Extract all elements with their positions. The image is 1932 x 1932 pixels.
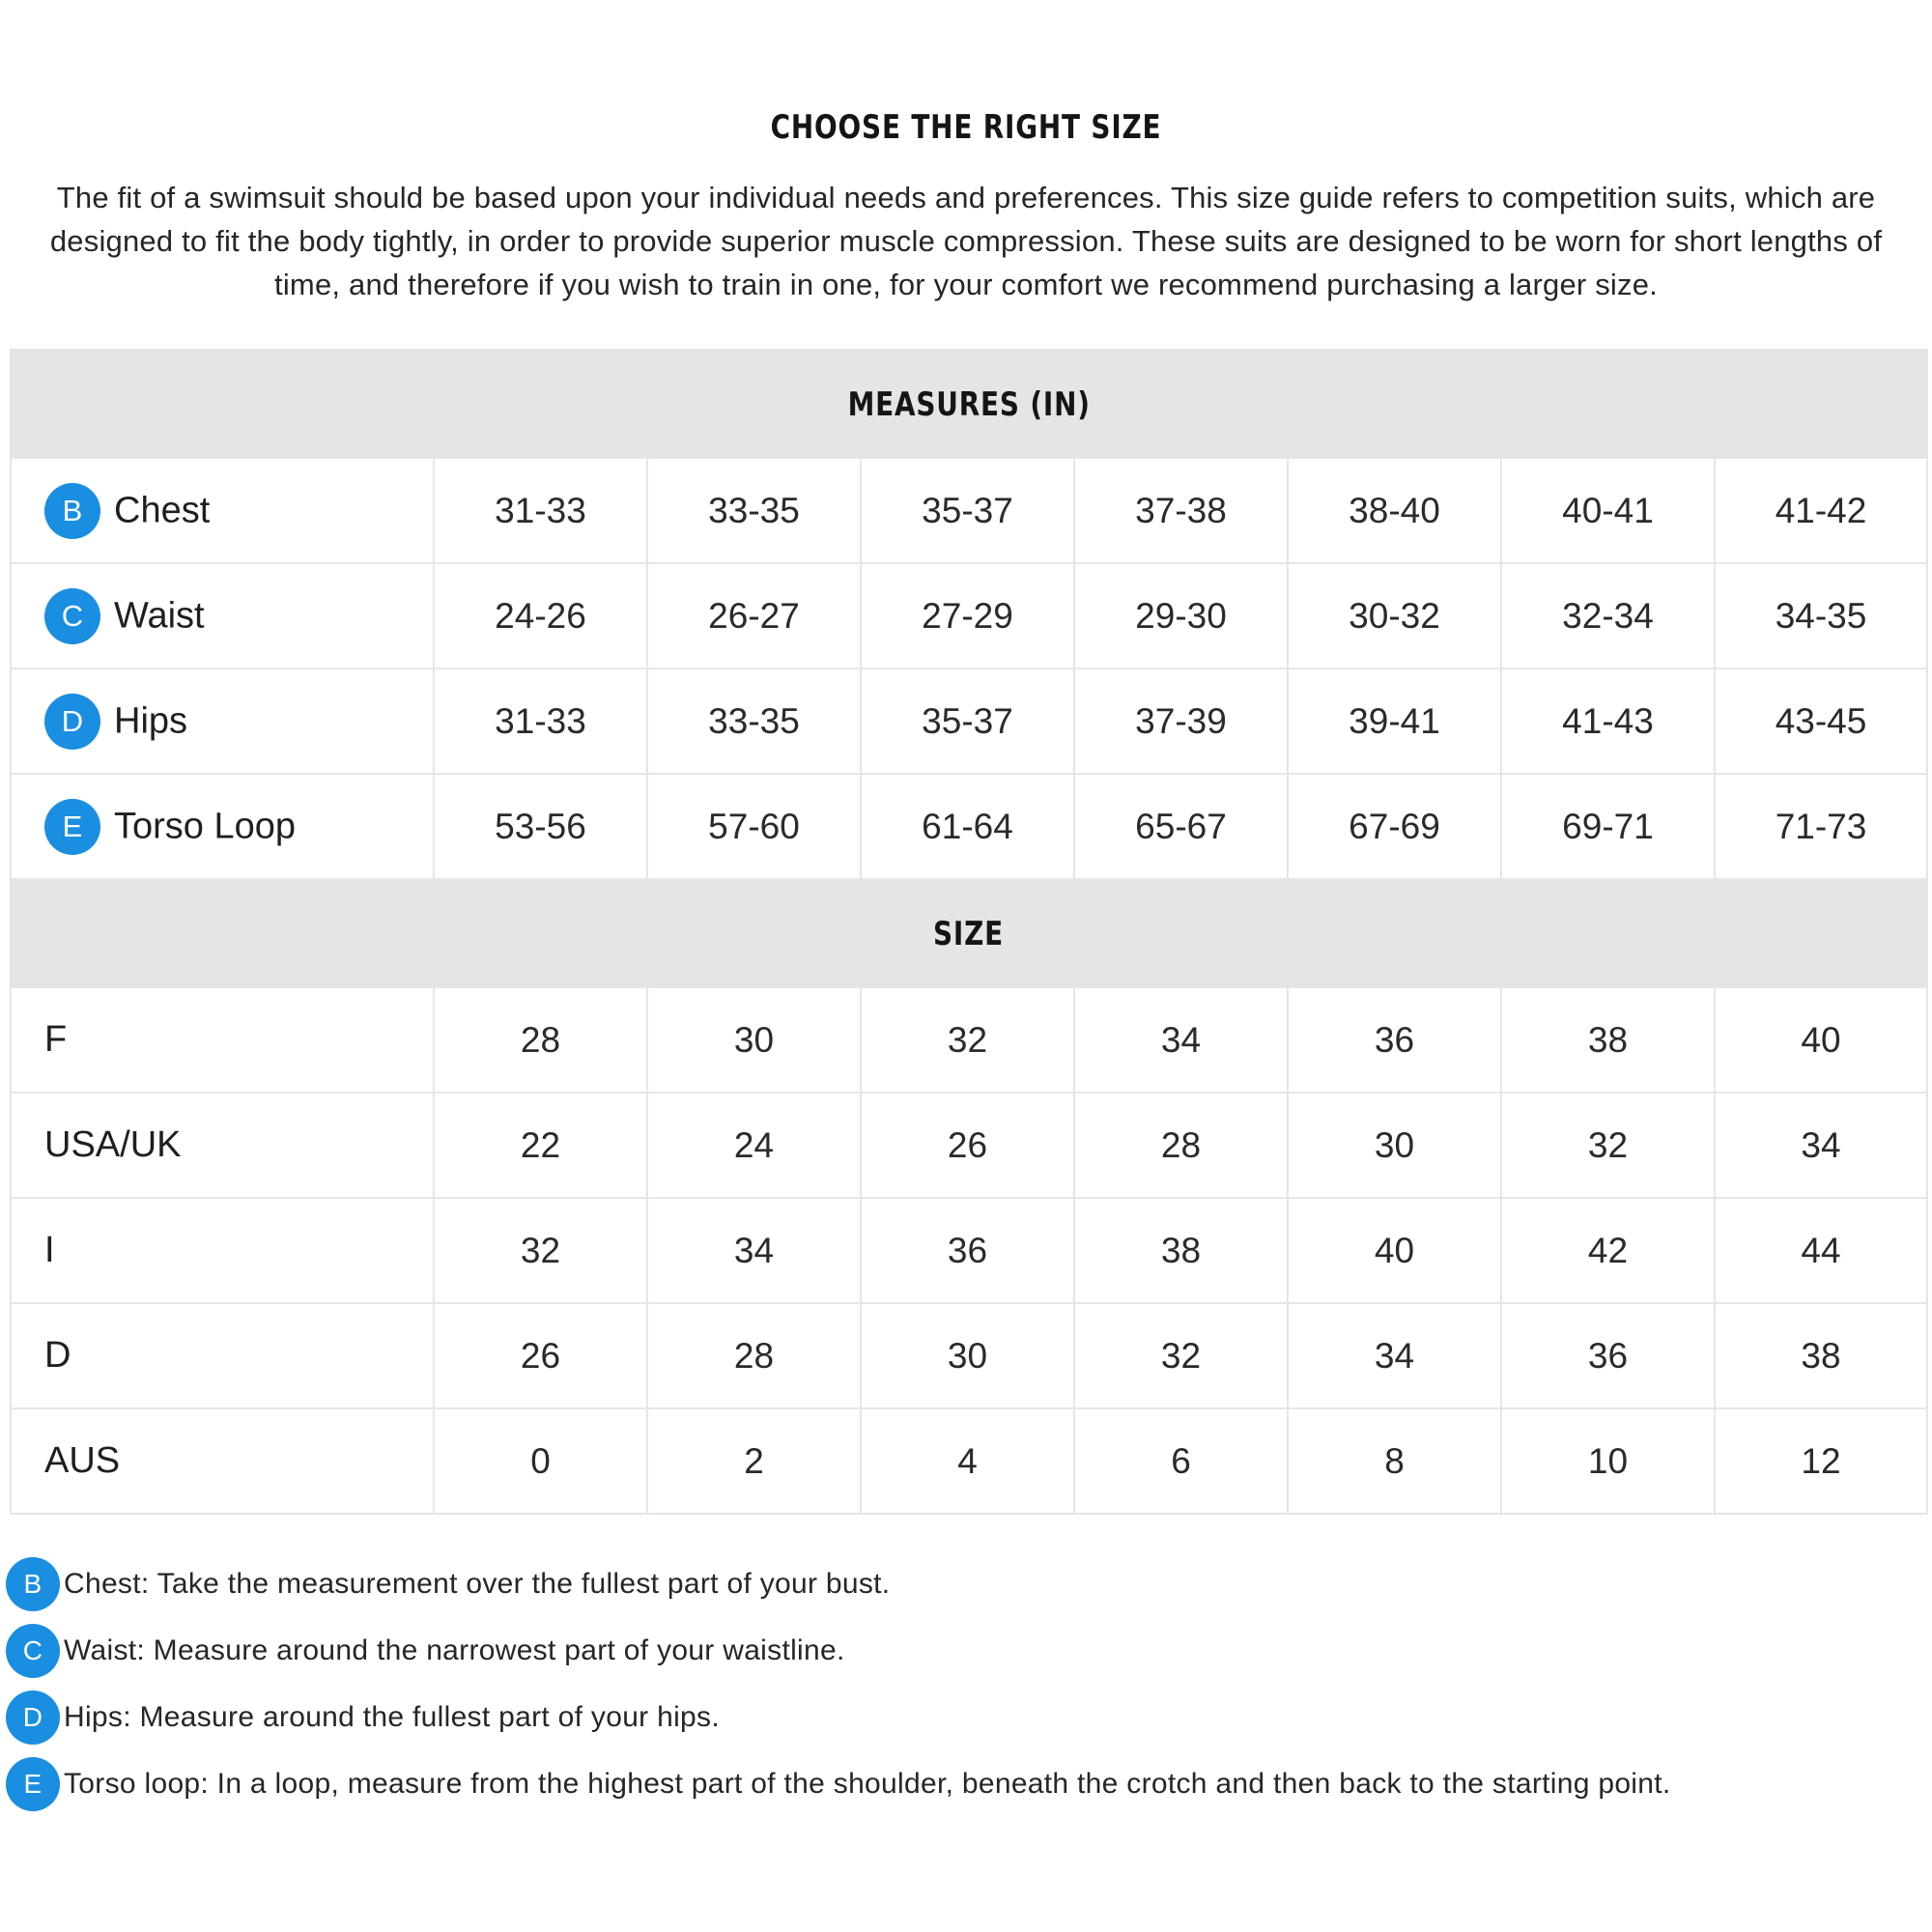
row-label-chest: B Chest bbox=[11, 458, 434, 563]
badge-e-icon: E bbox=[6, 1757, 60, 1811]
table-row-size-aus bbox=[11, 1408, 1927, 1514]
table-cell: 57-60 bbox=[647, 774, 861, 879]
table-cell: 26-27 bbox=[647, 563, 861, 668]
table-cell: 38 bbox=[1501, 987, 1715, 1093]
note-text: Chest: Take the measurement over the fullest part of your bust. bbox=[64, 1568, 891, 1600]
table-cell: 12 bbox=[1715, 1408, 1927, 1514]
table-cell: 36 bbox=[1288, 987, 1501, 1093]
note-text: Waist: Measure around the narrowest part of your waistline. bbox=[64, 1634, 845, 1666]
table-cell: 10 bbox=[1501, 1408, 1715, 1514]
page-title: CHOOSE THE RIGHT SIZE bbox=[770, 108, 1162, 147]
table-cell: 0 bbox=[434, 1408, 647, 1514]
table-cell: 42 bbox=[1501, 1198, 1715, 1303]
row-label-hips: D Hips bbox=[11, 668, 434, 774]
badge-c-icon: C bbox=[6, 1624, 60, 1678]
size-header-row bbox=[11, 879, 1927, 987]
table-cell: 31-33 bbox=[434, 668, 647, 774]
table-cell: 40 bbox=[1288, 1198, 1501, 1303]
note-torso-loop bbox=[6, 1755, 1918, 1813]
row-label-usa-uk: USA/UK bbox=[11, 1093, 434, 1198]
row-label-torso-loop: E Torso Loop bbox=[11, 774, 434, 879]
size-section-title: SIZE bbox=[933, 915, 1005, 953]
table-cell: 36 bbox=[1501, 1303, 1715, 1408]
table-row-hips bbox=[11, 668, 1927, 774]
note-waist bbox=[6, 1622, 1918, 1680]
table-cell: 40-41 bbox=[1501, 458, 1715, 563]
table-cell: 32 bbox=[434, 1198, 647, 1303]
table-cell: 34 bbox=[647, 1198, 861, 1303]
table-cell: 24-26 bbox=[434, 563, 647, 668]
badge-b-icon: B bbox=[44, 483, 100, 539]
table-cell: 34 bbox=[1715, 1093, 1927, 1198]
intro-paragraph: The fit of a swimsuit should be based upon your individual needs and preferences. This size guide refers to competition suits, which are designed to fit the body tightly, in order to provide superior muscle compression. These suits are designed to be worn for short lengths of time, and therefore if you wish to train in one, for your comfort we recommend purchasing a larger size. bbox=[49, 181, 1883, 301]
table-cell: 41-43 bbox=[1501, 668, 1715, 774]
badge-d-icon: D bbox=[6, 1690, 60, 1745]
note-text: Torso loop: In a loop, measure from the highest part of the shoulder, beneath the crotch and then back to the starting point. bbox=[64, 1768, 1671, 1800]
table-row-chest bbox=[11, 458, 1927, 563]
table-cell: 44 bbox=[1715, 1198, 1927, 1303]
table-cell: 27-29 bbox=[861, 563, 1074, 668]
table-cell: 53-56 bbox=[434, 774, 647, 879]
table-row-torso-loop bbox=[11, 774, 1927, 879]
table-cell: 43-45 bbox=[1715, 668, 1927, 774]
table-row-size-usa-uk bbox=[11, 1093, 1927, 1198]
table-cell: 4 bbox=[861, 1408, 1074, 1514]
table-cell: 38 bbox=[1715, 1303, 1927, 1408]
table-cell: 32-34 bbox=[1501, 563, 1715, 668]
size-chart-table bbox=[10, 349, 1928, 1515]
table-cell: 34-35 bbox=[1715, 563, 1927, 668]
table-cell: 30 bbox=[861, 1303, 1074, 1408]
table-cell: 26 bbox=[861, 1093, 1074, 1198]
table-cell: 37-38 bbox=[1074, 458, 1288, 563]
table-cell: 24 bbox=[647, 1093, 861, 1198]
table-cell: 33-35 bbox=[647, 458, 861, 563]
row-label-aus: AUS bbox=[11, 1408, 434, 1514]
table-cell: 30 bbox=[1288, 1093, 1501, 1198]
table-cell: 67-69 bbox=[1288, 774, 1501, 879]
table-cell: 38 bbox=[1074, 1198, 1288, 1303]
table-cell: 40 bbox=[1715, 987, 1927, 1093]
table-cell: 31-33 bbox=[434, 458, 647, 563]
table-cell: 35-37 bbox=[861, 458, 1074, 563]
note-text: Hips: Measure around the fullest part of your hips. bbox=[64, 1701, 720, 1733]
table-cell: 37-39 bbox=[1074, 668, 1288, 774]
table-cell: 32 bbox=[861, 987, 1074, 1093]
table-cell: 38-40 bbox=[1288, 458, 1501, 563]
table-cell: 65-67 bbox=[1074, 774, 1288, 879]
table-row-size-i bbox=[11, 1198, 1927, 1303]
table-cell: 28 bbox=[647, 1303, 861, 1408]
table-cell: 41-42 bbox=[1715, 458, 1927, 563]
note-hips bbox=[6, 1689, 1918, 1747]
table-cell: 6 bbox=[1074, 1408, 1288, 1514]
table-cell: 71-73 bbox=[1715, 774, 1927, 879]
table-cell: 26 bbox=[434, 1303, 647, 1408]
row-label-d: D bbox=[11, 1303, 434, 1408]
badge-d-icon: D bbox=[44, 694, 100, 750]
badge-b-icon: B bbox=[6, 1557, 60, 1611]
table-cell: 32 bbox=[1501, 1093, 1715, 1198]
note-chest bbox=[6, 1555, 1918, 1613]
table-cell: 36 bbox=[861, 1198, 1074, 1303]
table-row-size-d bbox=[11, 1303, 1927, 1408]
table-cell: 30 bbox=[647, 987, 861, 1093]
table-cell: 28 bbox=[1074, 1093, 1288, 1198]
badge-e-icon: E bbox=[44, 799, 100, 855]
table-cell: 32 bbox=[1074, 1303, 1288, 1408]
table-cell: 34 bbox=[1074, 987, 1288, 1093]
badge-c-icon: C bbox=[44, 588, 100, 644]
table-cell: 69-71 bbox=[1501, 774, 1715, 879]
table-cell: 8 bbox=[1288, 1408, 1501, 1514]
table-cell: 2 bbox=[647, 1408, 861, 1514]
table-row-waist bbox=[11, 563, 1927, 668]
table-row-size-f bbox=[11, 987, 1927, 1093]
table-cell: 28 bbox=[434, 987, 647, 1093]
table-cell: 33-35 bbox=[647, 668, 861, 774]
table-cell: 39-41 bbox=[1288, 668, 1501, 774]
table-cell: 29-30 bbox=[1074, 563, 1288, 668]
table-cell: 34 bbox=[1288, 1303, 1501, 1408]
table-cell: 30-32 bbox=[1288, 563, 1501, 668]
table-cell: 22 bbox=[434, 1093, 647, 1198]
table-cell: 61-64 bbox=[861, 774, 1074, 879]
measurement-notes bbox=[6, 1555, 1918, 1822]
table-cell: 35-37 bbox=[861, 668, 1074, 774]
measures-header-row bbox=[11, 350, 1927, 458]
row-label-i: I bbox=[11, 1198, 434, 1303]
row-label-waist: C Waist bbox=[11, 563, 434, 668]
measures-section-title: MEASURES (IN) bbox=[847, 385, 1091, 424]
row-label-f: F bbox=[11, 987, 434, 1093]
